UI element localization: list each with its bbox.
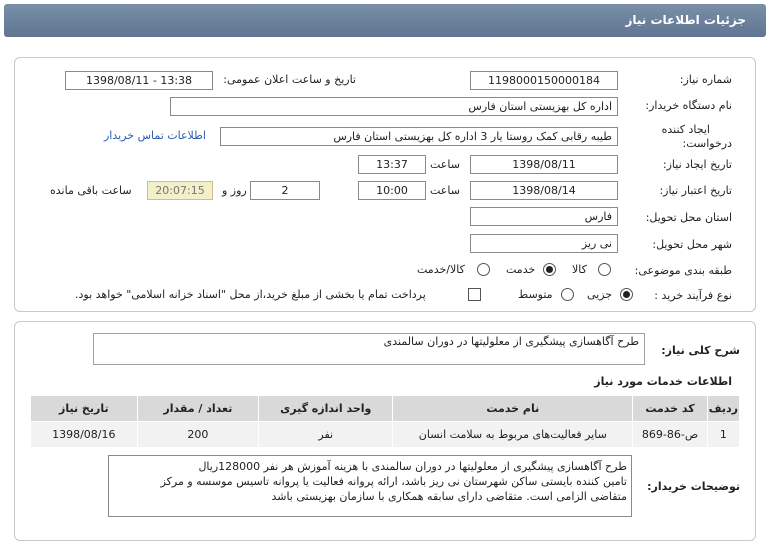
city-field: نی ریز — [470, 234, 618, 253]
col-unit-header: واحد اندازه گیری — [259, 396, 393, 422]
buyer-notes-label: توضیحات خریدار: — [647, 480, 740, 493]
buyer-notes-line: متقاضی الزامی است. متقاضی دارای سابقه همکاری با سازمان بهزیستی باشد — [271, 490, 627, 503]
created-time-label: ساعت — [430, 158, 460, 171]
process-medium-radio[interactable] — [561, 288, 574, 301]
created-date-field: 1398/08/11 — [470, 155, 618, 174]
created-time-field: 13:37 — [358, 155, 426, 174]
buyer-notes-field — [108, 455, 632, 517]
page-header — [4, 4, 766, 37]
valid-time-field: 10:00 — [358, 181, 426, 200]
process-minor-radio[interactable] — [620, 288, 633, 301]
category-service-radio[interactable] — [543, 263, 556, 276]
remaining-label: ساعت باقی مانده — [50, 184, 132, 197]
creator-label-line2: درخواست: — [682, 137, 732, 150]
valid-date-label: تاریخ اعتبار نیاز: — [659, 184, 732, 197]
cell-code: ص-86-869 — [633, 422, 708, 448]
valid-date-field: 1398/08/14 — [470, 181, 618, 200]
treasury-payment-note: پرداخت تمام یا بخشی از مبلغ خرید،از محل "اسناد خزانه اسلامی" خواهد بود. — [75, 288, 426, 301]
buyer-contact-link[interactable]: اطلاعات تماس خریدار — [104, 129, 206, 142]
need-number-field: 1198000150000184 — [470, 71, 618, 90]
category-service-label: خدمت — [506, 263, 536, 276]
col-qty-header: تعداد / مقدار — [137, 396, 259, 422]
cell-date: 1398/08/16 — [31, 422, 138, 448]
table-row — [31, 422, 740, 448]
category-goods-service-label: کالا/خدمت — [417, 263, 465, 276]
creator-field: طیبه رقابی کمک روستا یار 3 اداره کل بهزیستی استان فارس — [220, 127, 618, 146]
category-goods-radio[interactable] — [598, 263, 611, 276]
remaining-days-field: 2 — [250, 181, 320, 200]
cell-unit: نفر — [259, 422, 393, 448]
announce-date-field: 1398/08/11 - 13:38 — [65, 71, 213, 90]
buyer-notes-line: تامین کننده بایستی ساکن شهرستان نی ریز باشد، ارائه پروانه فعالیت یا پروانه تاسیس موسسه و مرکز — [160, 475, 627, 488]
category-label: طبقه بندی موضوعی: — [634, 264, 732, 277]
announce-date-label: تاریخ و ساعت اعلان عمومی: — [223, 73, 356, 86]
services-table-header — [31, 396, 740, 422]
page-title: جزئیات اطلاعات نیاز — [625, 13, 746, 27]
valid-time-label: ساعت — [430, 184, 460, 197]
cell-name: سایر فعالیت‌های مربوط به سلامت انسان — [393, 422, 633, 448]
col-name-header: نام خدمت — [393, 396, 633, 422]
buyer-label: نام دستگاه خریدار: — [645, 99, 732, 112]
col-date-header: تاریخ نیاز — [31, 396, 138, 422]
process-minor-label: جزیی — [587, 288, 613, 301]
days-label: روز و — [222, 184, 247, 197]
creator-label-line1: ایجاد کننده — [661, 123, 710, 136]
buyer-notes-line: طرح آگاهسازی پیشگیری از معلولیتها در دوران سالمندی با هزینه آموزش هر نفر 128000ریال — [198, 460, 627, 473]
summary-field: طرح آگاهسازی پیشگیری از معلولیتها در دوران سالمندی — [93, 333, 645, 365]
category-goods-service-radio[interactable] — [477, 263, 490, 276]
summary-label: شرح کلی نیاز: — [661, 344, 740, 357]
buyer-field: اداره کل بهزیستی استان فارس — [170, 97, 618, 116]
city-label: شهر محل تحویل: — [652, 238, 732, 251]
need-number-label: شماره نیاز: — [679, 73, 732, 86]
services-table — [30, 395, 740, 448]
treasury-payment-checkbox[interactable] — [468, 288, 481, 301]
process-medium-label: متوسط — [518, 288, 553, 301]
col-row-header: ردیف — [707, 396, 739, 422]
province-label: استان محل تحویل: — [645, 211, 732, 224]
created-date-label: تاریخ ایجاد نیاز: — [662, 158, 732, 171]
col-code-header: کد خدمت — [633, 396, 708, 422]
remaining-time-field: 20:07:15 — [147, 181, 213, 200]
province-field: فارس — [470, 207, 618, 226]
process-label: نوع فرآیند خرید : — [654, 289, 732, 302]
cell-qty: 200 — [137, 422, 259, 448]
cell-row: 1 — [707, 422, 739, 448]
services-section-title: اطلاعات خدمات مورد نیاز — [594, 375, 732, 388]
category-goods-label: کالا — [572, 263, 587, 276]
